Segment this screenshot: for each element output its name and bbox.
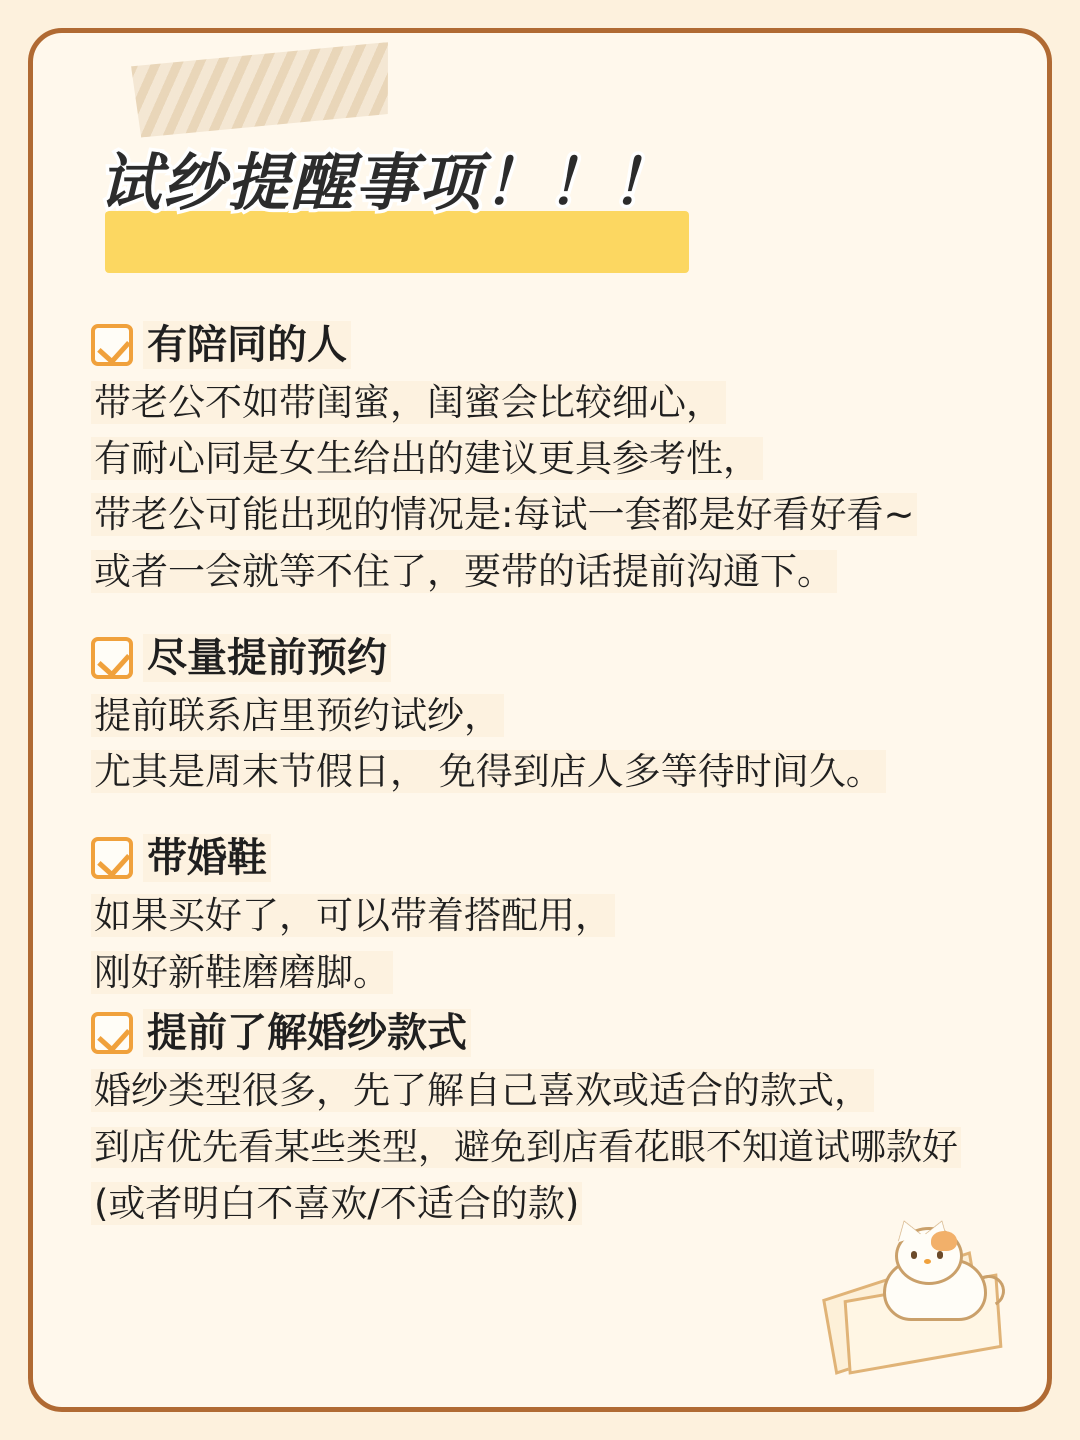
section-line-text: 到店优先看某些类型，避免到店看花眼不知道试哪款好 [91, 1127, 961, 1168]
section-line-text: 带老公不如带闺蜜，闺蜜会比较细心， [91, 381, 726, 424]
checked-checkbox-icon[interactable] [91, 1012, 133, 1054]
checklist-section [91, 834, 1059, 1000]
page-title [99, 133, 999, 303]
cat-figure [875, 1225, 997, 1321]
section-line-text: 提前联系店里预约试纱， [91, 694, 504, 737]
section-heading: 提前了解婚纱款式 [143, 1009, 471, 1057]
title-text: 试纱提醒事项！！！ [99, 146, 676, 219]
section-line-text: 或者一会就等不住了，要带的话提前沟通下。 [91, 550, 837, 593]
section-line-text: (或者明白不喜欢/不适合的款) [91, 1182, 582, 1225]
cat-eye-left [911, 1251, 917, 1259]
section-line-text: 刚好新鞋磨磨脚。 [91, 951, 393, 994]
section-line [91, 431, 1059, 487]
section-heading-row[interactable] [91, 321, 1059, 369]
section-heading-row[interactable] [91, 834, 1059, 882]
section-heading-row[interactable] [91, 634, 1059, 682]
cat-head-patch [931, 1231, 957, 1251]
checklist [91, 321, 1059, 1266]
checked-checkbox-icon[interactable] [91, 637, 133, 679]
section-line [91, 945, 1059, 1001]
cat-illustration-icon [823, 1201, 1013, 1371]
section-line-text: 婚纱类型很多，先了解自己喜欢或适合的款式， [91, 1069, 874, 1112]
checked-checkbox-icon[interactable] [91, 324, 133, 366]
section-line [91, 888, 1059, 944]
section-line [91, 487, 1059, 543]
section-line-text: 有耐心同是女生给出的建议更具参考性， [91, 437, 763, 480]
cat-nose [924, 1259, 931, 1264]
section-line [91, 1119, 1059, 1176]
section-heading-row[interactable] [91, 1009, 1059, 1057]
section-line-text: 如果买好了，可以带着搭配用， [91, 894, 615, 937]
checklist-section [91, 634, 1059, 800]
section-line-text: 尤其是周末节假日， 免得到店人多等待时间久。 [91, 750, 886, 793]
checklist-section [91, 321, 1059, 600]
washi-tape-icon [131, 42, 394, 138]
section-heading: 有陪同的人 [143, 321, 351, 369]
poster-card [28, 28, 1052, 1412]
section-line [91, 688, 1059, 744]
section-line [91, 544, 1059, 600]
section-line [91, 375, 1059, 431]
cat-eye-right [937, 1251, 943, 1259]
section-line [91, 1063, 1059, 1119]
section-line [91, 744, 1059, 800]
checked-checkbox-icon[interactable] [91, 837, 133, 879]
checklist-section [91, 1009, 1059, 1232]
section-heading: 带婚鞋 [143, 834, 271, 882]
section-heading: 尽量提前预约 [143, 634, 391, 682]
section-line-text: 带老公可能出现的情况是:每试一套都是好看好看~ [91, 493, 917, 536]
